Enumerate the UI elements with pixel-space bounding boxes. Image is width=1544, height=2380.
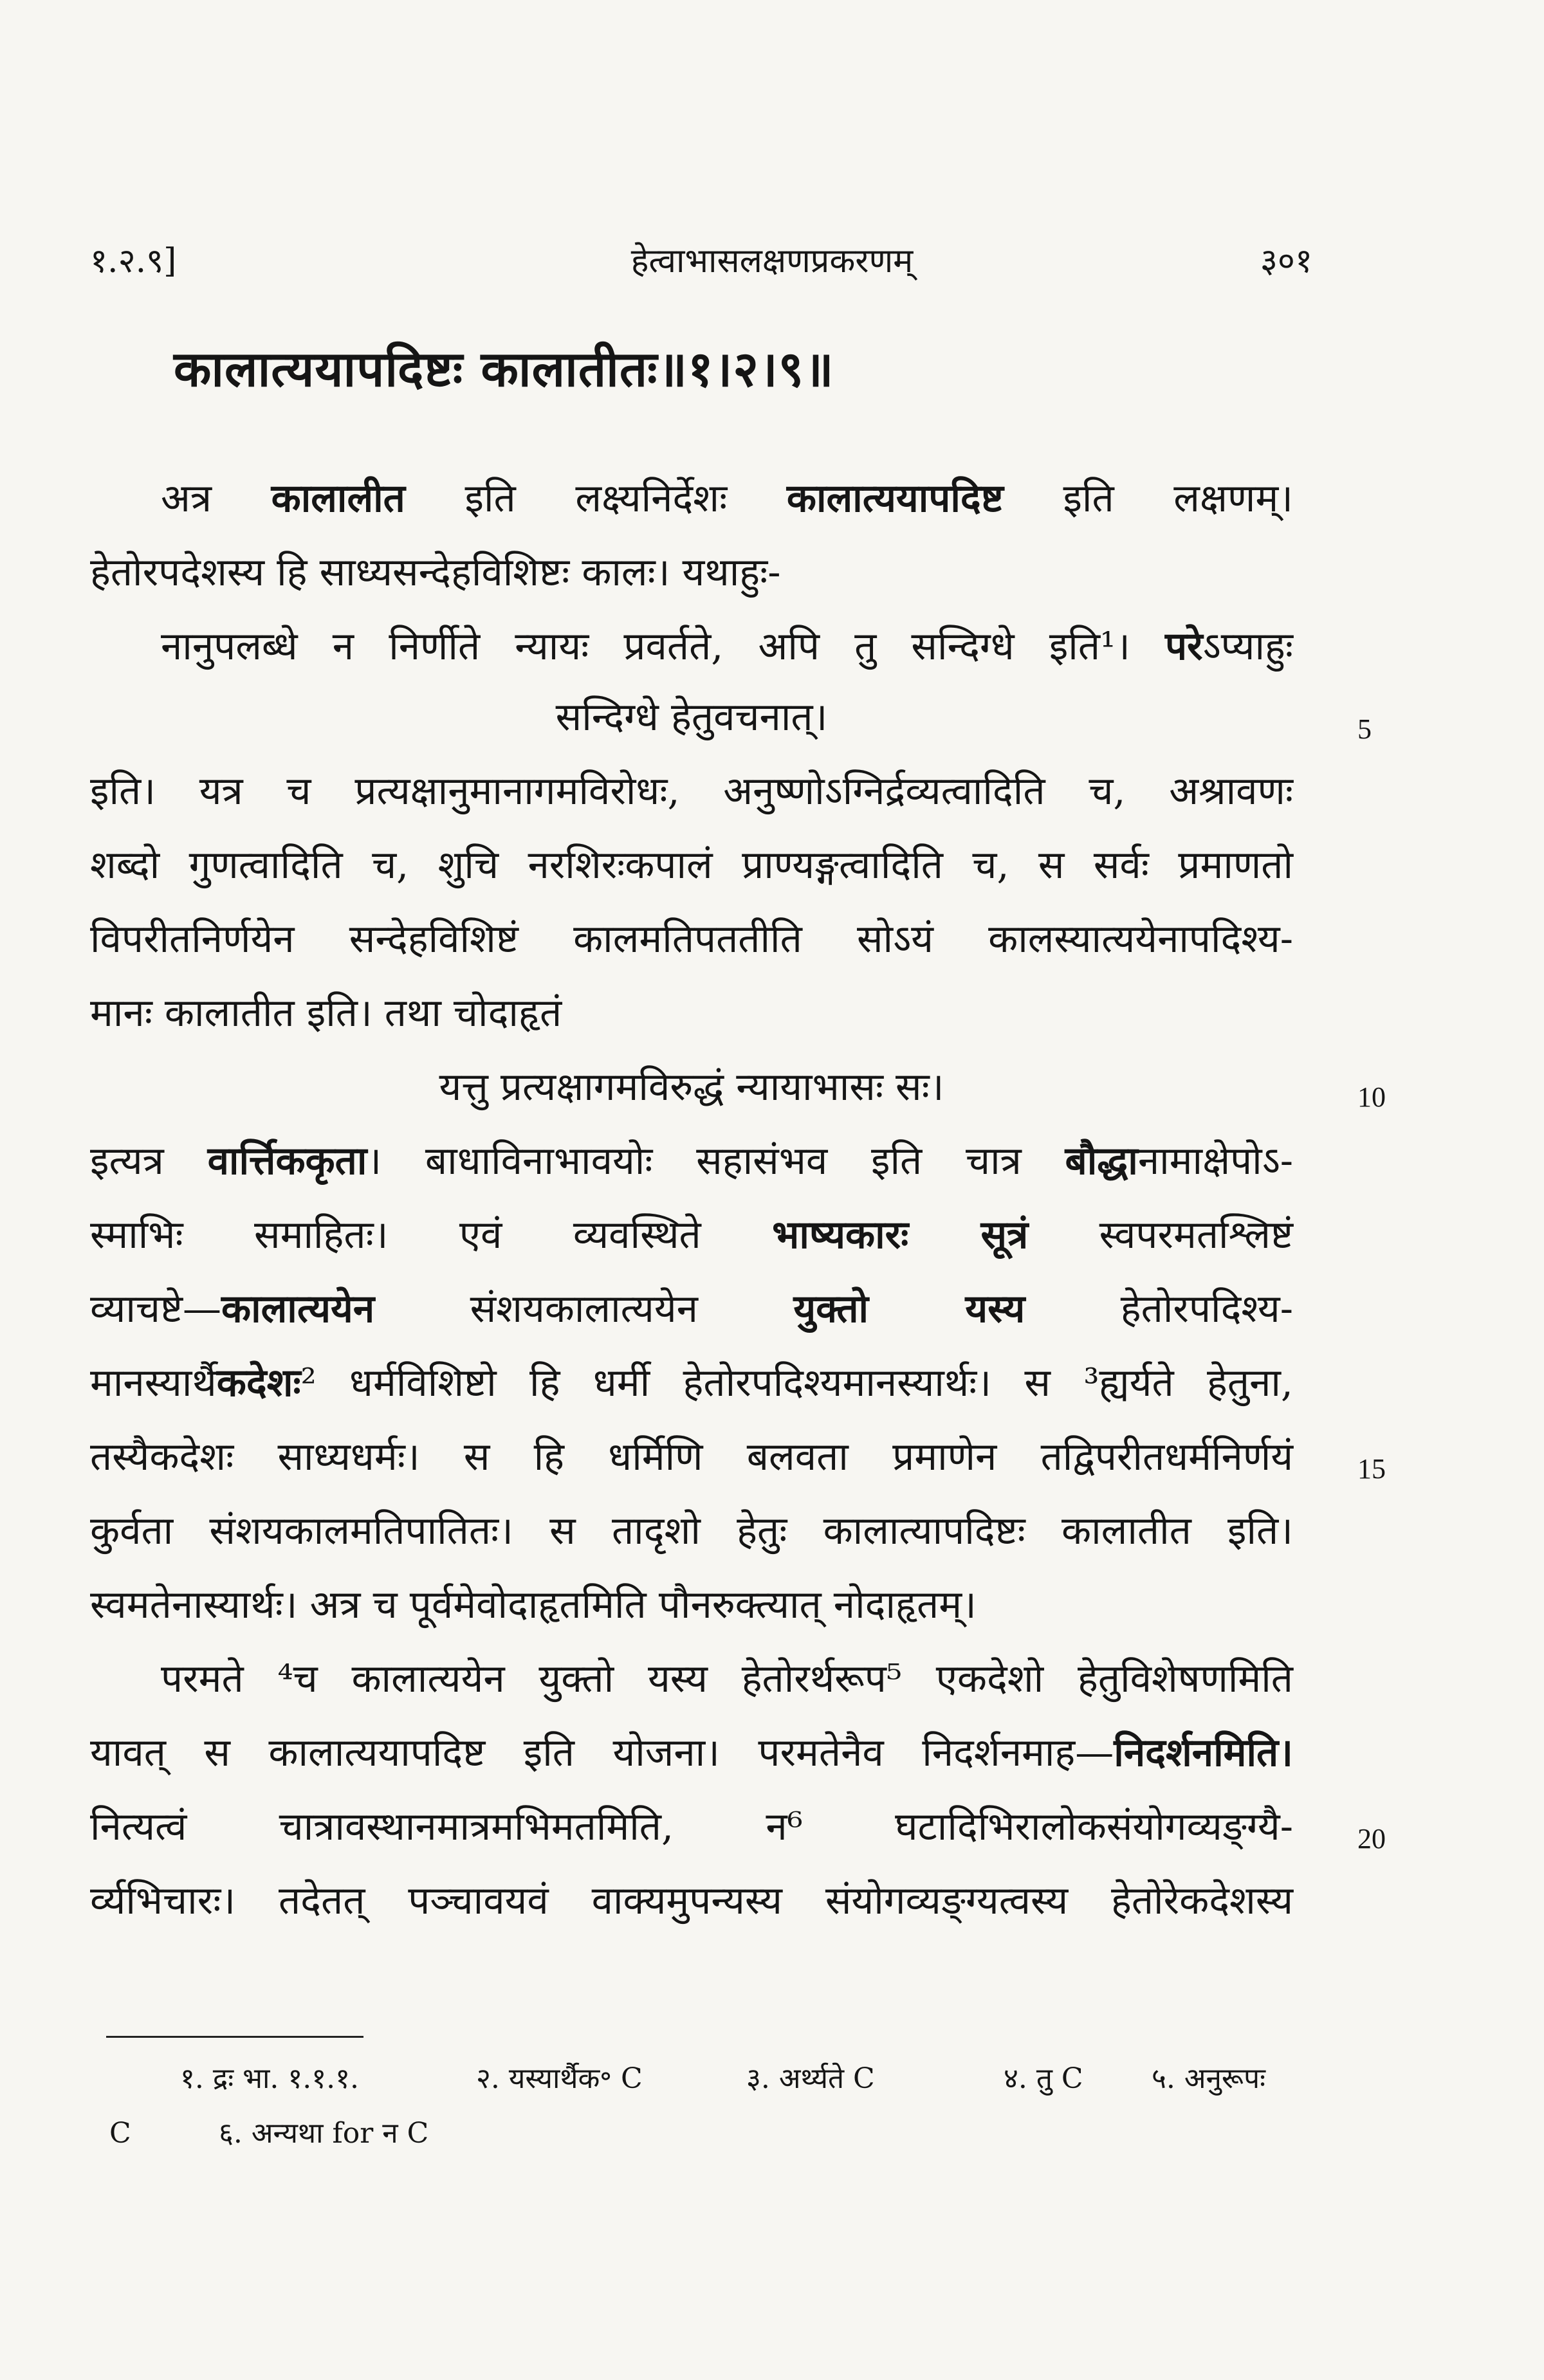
footnote: १. द्रः भा. १.१.१. [180,2062,359,2095]
quoted-line: नानुपलब्धे न निर्णीते न्यायः प्रवर्तते, अपि तु सन्दिग्धे इति¹। परेऽप्याहुः [161,624,1293,669]
text-line: स्माभिः समाहितः। एवं व्यवस्थिते भाष्यकारः सूत्रं स्वपरमतश्लिष्टं [90,1213,1294,1258]
footnote: ५. अनुरूपः [1152,2062,1265,2095]
footnote: C [109,2117,131,2150]
running-head-title: हेत्वाभासलक्षणप्रकरणम् [630,242,914,280]
footnote: ४. तु C [1004,2062,1083,2095]
line-number: 15 [1357,1453,1386,1485]
footnote-separator [106,2036,363,2038]
text-line: र्व्यभिचारः। तदेतत् पञ्चावयवं वाक्यमुपन्यस्य संयोगव्यङ्ग्यत्वस्य हेतोरेकदेशस्य [90,1878,1293,1923]
line-number: 5 [1357,713,1372,745]
text-line: हेतोरपदेशस्य हि साध्यसन्देहविशिष्टः कालः। यथाहुः- [90,550,781,595]
text-line: यावत् स कालात्ययापदिष्ट इति योजना। परमतेनैव निदर्शनमाह—निदर्शनमिति। [90,1730,1293,1775]
footnote: २. यस्यार्थैक॰ C [476,2062,643,2095]
text-line: नित्यत्वं चात्रावस्थानमात्रमभिमतमिति, न⁶ घटादिभिरालोकसंयोगव्यङ्ग्यै- [90,1804,1293,1849]
text-line: शब्दो गुणत्वादिति च, शुचि नरशिरःकपालं प्राण्यङ्गत्वादिति च, स सर्वः प्रमाणतो [90,843,1293,888]
text-line: मानस्यार्थैकदेशः² धर्मविशिष्टो हि धर्मी हेतोरपदिश्यमानस्यार्थः। स ³ह्यर्यते हेतुना, [90,1360,1293,1405]
paragraph-start-line: परमते ⁴च कालात्ययेन युक्तो यस्य हेतोरर्थरूप⁵ एकदेशो हेतुविशेषणमिति [161,1656,1293,1701]
text-line: इति। यत्र च प्रत्यक्षानुमानागमविरोधः, अनुष्णोऽग्निर्द्रव्यत्वादिति च, अश्रावणः [90,769,1293,814]
text-line: विपरीतनिर्णयेन सन्देहविशिष्टं कालमतिपततीति सोऽयं कालस्यात्ययेनापदिश्य- [90,917,1293,962]
text-line: इत्यत्र वार्त्तिककृता। बाधाविनाभावयोः सहासंभव इति चात्र बौद्धानामाक्षेपोऽ- [90,1139,1294,1184]
quoted-verse: सन्दिग्धे हेतुवचनात्। [555,695,828,740]
text-line: स्वमतेनास्यार्थः। अत्र च पूर्वमेवोदाहृतमिति पौनरुक्त्यात् नोदाहृतम्। [90,1582,977,1627]
text-line: तस्यैकदेशः साध्यधर्मः। स हि धर्मिणि बलवता प्रमाणेन तद्विपरीतधर्मनिर्णयं [90,1434,1293,1479]
text-line: अत्र कालालीत इति लक्ष्यनिर्देशः कालात्ययापदिष्ट इति लक्षणम्। [161,476,1293,521]
quoted-verse: यत्तु प्रत्यक्षागमविरुद्धं न्यायाभासः सः। [439,1065,944,1110]
text-line: मानः कालातीत इति। तथा चोदाहृतं [90,991,562,1036]
sutra-heading: कालात्ययापदिष्टः कालातीतः॥१।२।९॥ [174,340,834,398]
running-head-section: १.२.९] [90,242,177,280]
footnote: ६. अन्यथा for न C [219,2117,429,2150]
text-line: व्याचष्टे—कालात्ययेन संशयकालात्ययेन युक्तो यस्य हेतोरपदिश्य- [90,1286,1293,1332]
footnote: ३. अर्थ्यते C [746,2062,875,2095]
line-number: 20 [1357,1823,1386,1854]
text-line: कुर्वता संशयकालमतिपातितः। स तादृशो हेतुः कालात्यापदिष्टः कालातीत इति। [90,1508,1293,1553]
page-number: ३०१ [1260,242,1312,280]
line-number: 10 [1357,1081,1386,1113]
